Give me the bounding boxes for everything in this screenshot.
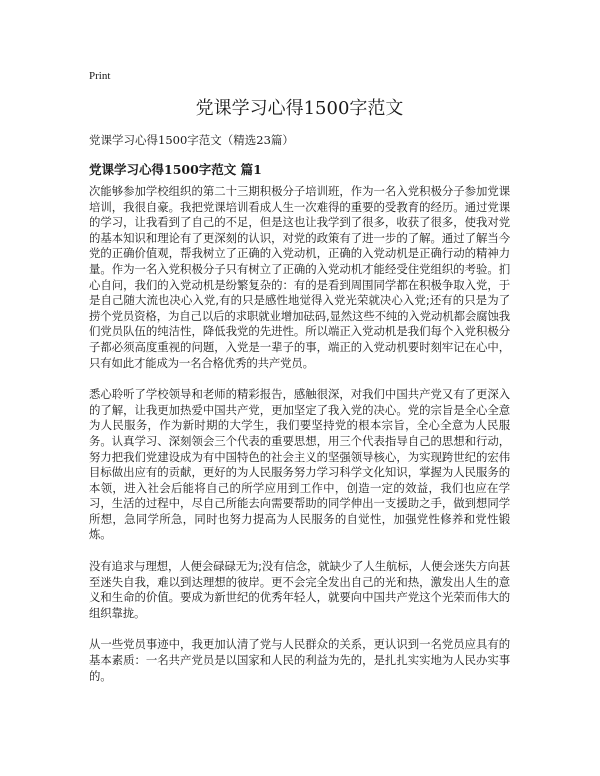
section-heading: 党课学习心得1500字范文 篇1: [89, 162, 262, 177]
document-title: 党课学习心得1500字范文: [195, 98, 404, 119]
body-paragraph-1: 次能够参加学校组织的第二十三期积极分子培训班，作为一名入党积极分子参加党课培训，我很自豪。我把党课培训看成人生一次难得的重要的受教育的经历。通过党课的学习，让我看到了自己的不足，但是这也让我学到了很多，收获了很多，使我对党的基本知识和理论有了更深刻的认识，对党的政策有了进一步的了解。通过了解当今党的正确价值观，帮我树立了正确的入党动机，正确的入党动机是正确行动的精神力量。作为一名入党积极分子只有树立了正确的入党动机才能经受住党组织的考验。扪心自问，我们的入党动机是纷繁复杂的：有的是看到周围同学都在积极争取入党，于是自己随大流也决心入党,有的只是感性地觉得入党光荣就决心入党;还有的只是为了捞个党员资格，为自己以后的求职就业增加砝码,显然这些不纯的入党动机都会腐蚀我们党员队伍的纯洁性，降低我党的先进性。所以端正入党动机是我们每个入党积极分子都必须高度重视的问题，入党是一辈子的事，端正的入党动机要时刻牢记在心中，只有如此才能成为一名合格优秀的共产党员。: [89, 184, 510, 370]
body-paragraph-2: 悉心聆听了学校领导和老师的精彩报告，感触很深，对我们中国共产党又有了更深入的了解，让我更加热爱中国共产党，更加坚定了我入党的决心。党的宗旨是全心全意为人民服务，作为新时期的大学生，我们要坚持党的根本宗旨，全心全意为人民服务。认真学习、深刻领会三个代表的重要思想，用三个代表指导自己的思想和行动，努力把我们党建设成为有中国特色的社会主义的坚强领导核心，为实现跨世纪的宏伟目标做出应有的贡献，更好的为人民服务努力学习科学文化知识，掌握为人民服务的本领，进入社会后能将自己的所学应用到工作中，创造一定的效益，我们也应在学习，生活的过程中，尽自己所能去向需要帮助的同学伸出一支援助之手，做到想同学所想，急同学所急，同时也努力提高为人民服务的自觉性，加强党性修养和党性锻炼。: [89, 387, 510, 542]
print-label: Print: [89, 70, 111, 82]
body-paragraph-4: 从一些党员事迹中，我更加认清了党与人民群众的关系，更认识到一名党员应具有的基本素质：一名共产党员是以国家和人民的利益为先的，是扎扎实实地为人民办实事的。: [89, 637, 510, 683]
document-subtitle: 党课学习心得1500字范文（精选23篇）: [89, 133, 294, 147]
body-paragraph-3: 没有追求与理想，人便会碌碌无为;没有信念，就缺少了人生航标，人便会迷失方向甚至迷失自我，难以到达理想的彼岸。更不会完全发出自己的光和热，激发出人生的意义和生命的价值。要成为新世纪的优秀年轻人，就要向中国共产党这个光荣而伟大的组织靠拢。: [89, 559, 510, 620]
